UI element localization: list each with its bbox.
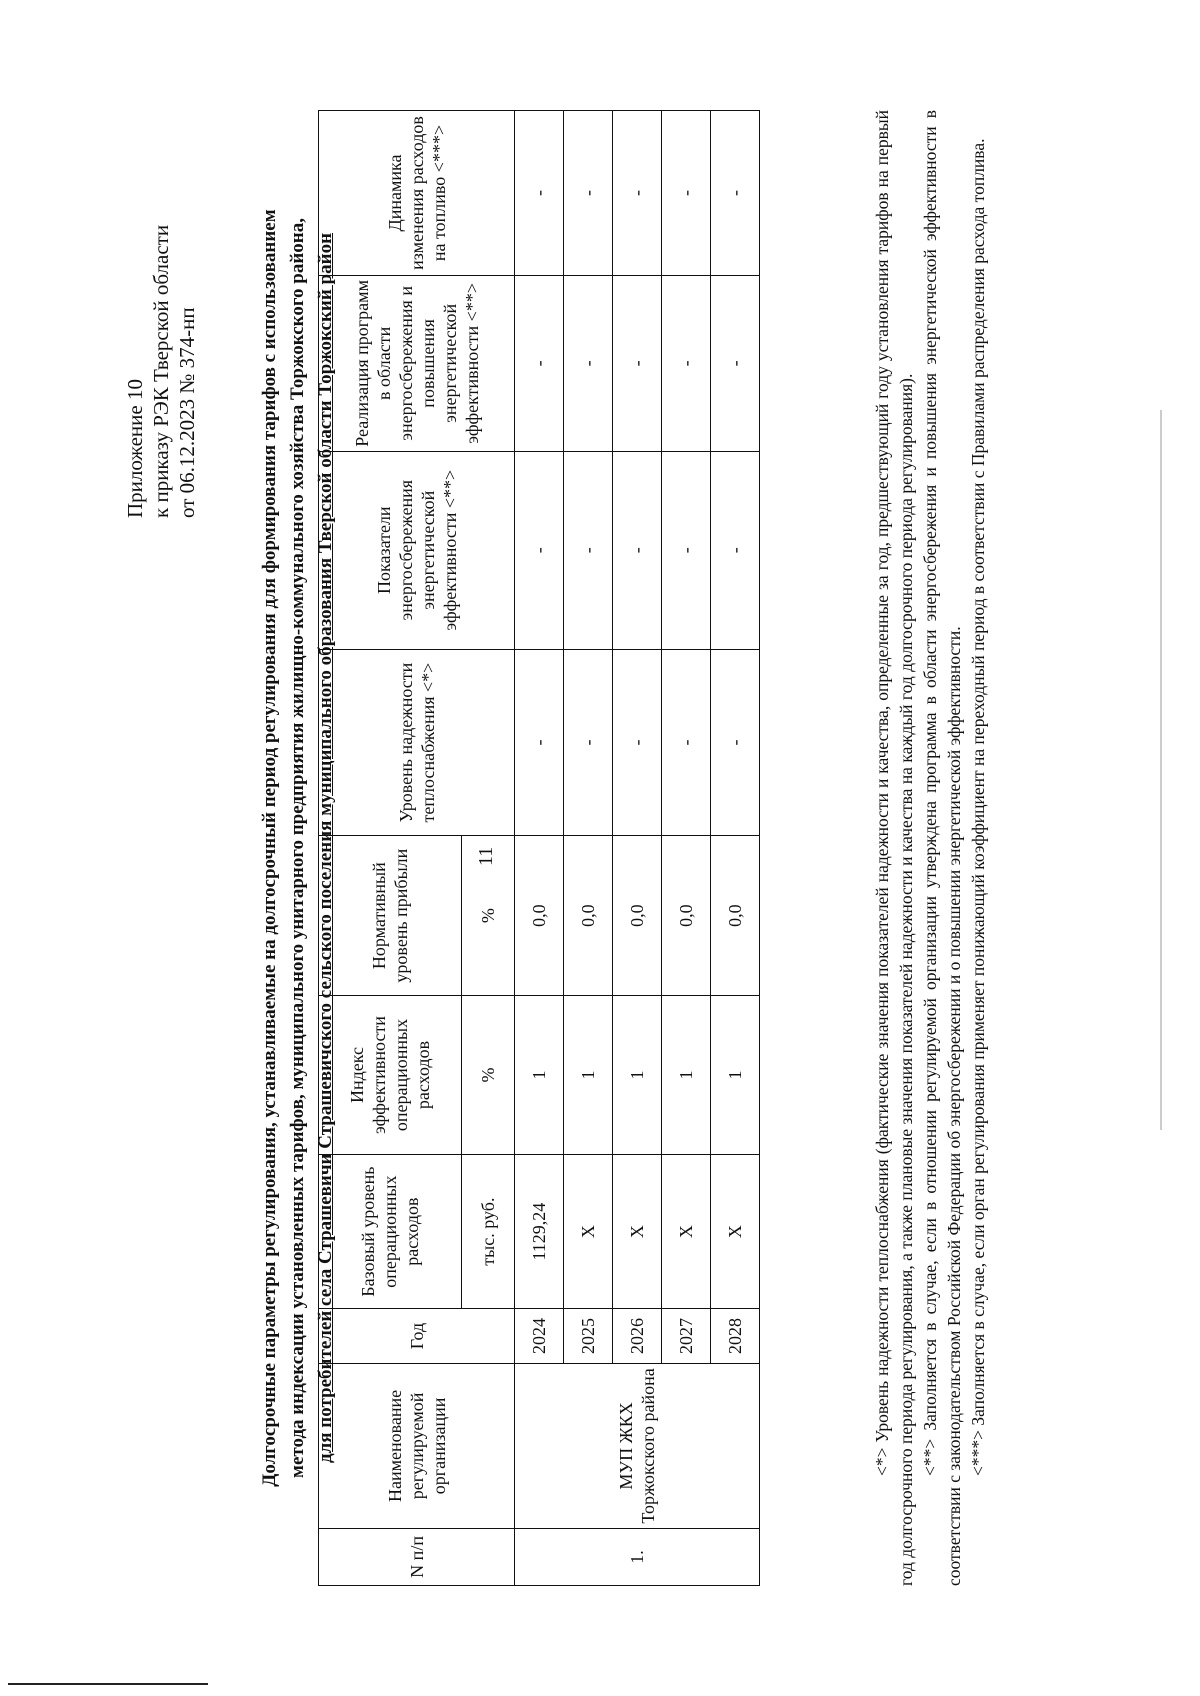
cell-energy: - [662,451,711,649]
cell-energy: - [711,451,760,649]
cell-profit: 0,0 [662,836,711,995]
cell-energy: - [564,451,613,649]
col-header-profit: Нормативный уровень прибыли [319,836,462,995]
col-header-fuel: Динамика изменения расходов на топливо <***> [319,111,515,276]
cell-reliability: - [662,649,711,836]
unit-index: % [462,995,515,1154]
col-header-reliability: Уровень надежности теплоснабжения <*> [319,649,515,836]
unit-profit: % [462,836,515,995]
col-header-num: N п/п [319,1528,515,1585]
unit-base: тыс. руб. [462,1155,515,1309]
cell-profit: 0,0 [613,836,662,995]
cell-base: X [564,1155,613,1309]
cell-year: 2027 [662,1309,711,1364]
cell-fuel: - [515,111,564,276]
col-header-energy: Показатели энергосбережения энергетической эффективности <**> [319,451,515,649]
cell-year: 2025 [564,1309,613,1364]
cell-year: 2026 [613,1309,662,1364]
row-number: 1. [515,1528,760,1585]
cell-profit: 0,0 [564,836,613,995]
cell-profit: 0,0 [711,836,760,995]
cell-base: X [711,1155,760,1309]
appendix-line-3: от 06.12.2023 № 374-нп [175,307,199,518]
cell-base: 1129,24 [515,1155,564,1309]
header-row [319,111,462,1586]
cell-reliability: - [515,649,564,836]
cell-index: 1 [662,995,711,1154]
cell-index: 1 [711,995,760,1154]
cell-year: 2028 [711,1309,760,1364]
col-header-index: Индекс эффективности операционных расходов [319,995,462,1154]
cell-programs: - [662,275,711,451]
cell-fuel: - [662,111,711,276]
cell-energy: - [515,451,564,649]
col-header-year: Год [319,1309,515,1364]
cell-reliability: - [613,649,662,836]
appendix-header [122,225,200,518]
appendix-line-1: Приложение 10 [123,379,147,518]
cell-programs: - [515,275,564,451]
footnote-1: <*> Уровень надежности теплоснабжения (фактические значения показателей надежности и качества, определенные за год, предшествующий году установления тарифов на первый год долгосрочного периода регулирования, а также плановые значения показателей надежности и качества на каждый год долгосрочного периода регулирования). [872,110,916,1586]
cell-programs: - [613,275,662,451]
footnotes [870,110,990,1586]
cell-profit: 0,0 [515,836,564,995]
cell-base: X [662,1155,711,1309]
cell-fuel: - [564,111,613,276]
cell-fuel: - [711,111,760,276]
footnote-3: <***> Заполняется в случае, если орган регулирования применяет понижающий коэффициент на переходный период в соответствии с Правилами распределения расхода топлива. [968,138,988,1476]
title-line-2: метода индексации установленных тарифов, муниципального унитарного предприятия жилищно-коммунального хозяйства Торжокского района, [287,218,308,1478]
title-line-3: для потребителей села Страшевичи Страшевичского сельского поселения муниципального образования Тверской области Торжокский район [315,232,336,1464]
title-line-1: Долгосрочные параметры регулирования, устанавливаемые на долгосрочный период регулирования для формирования тарифов с использованием [259,209,280,1487]
page-number: 11 [475,846,497,866]
col-header-org: Наименование регулируемой организации [319,1364,515,1529]
cell-year: 2024 [515,1309,564,1364]
cell-reliability: - [711,649,760,836]
cell-index: 1 [564,995,613,1154]
cell-energy: - [613,451,662,649]
parameters-table [318,110,760,1586]
cell-base: X [613,1155,662,1309]
organization-name: МУП ЖКХ Торжокского района [515,1364,760,1529]
footnote-2: <**> Заполняется в случае, если в отношении регулируемой организации утверждена программа в области энергосбережения и повышения энергетической эффективности в соответствии с законодательством Российской Федерации об энергосбережении и о повышении энергетической эффективности. [920,110,964,1586]
cell-index: 1 [515,995,564,1154]
table-row [515,111,564,1586]
col-header-programs: Реализация программ в области энергосбережения и повышения энергетической эффективности <**> [319,275,515,451]
cell-fuel: - [613,111,662,276]
col-header-base: Базовый уровень операционных расходов [319,1155,462,1309]
appendix-line-2: к приказу РЭК Тверской области [149,224,173,518]
cell-index: 1 [613,995,662,1154]
cell-programs: - [711,275,760,451]
cell-programs: - [564,275,613,451]
cell-reliability: - [564,649,613,836]
